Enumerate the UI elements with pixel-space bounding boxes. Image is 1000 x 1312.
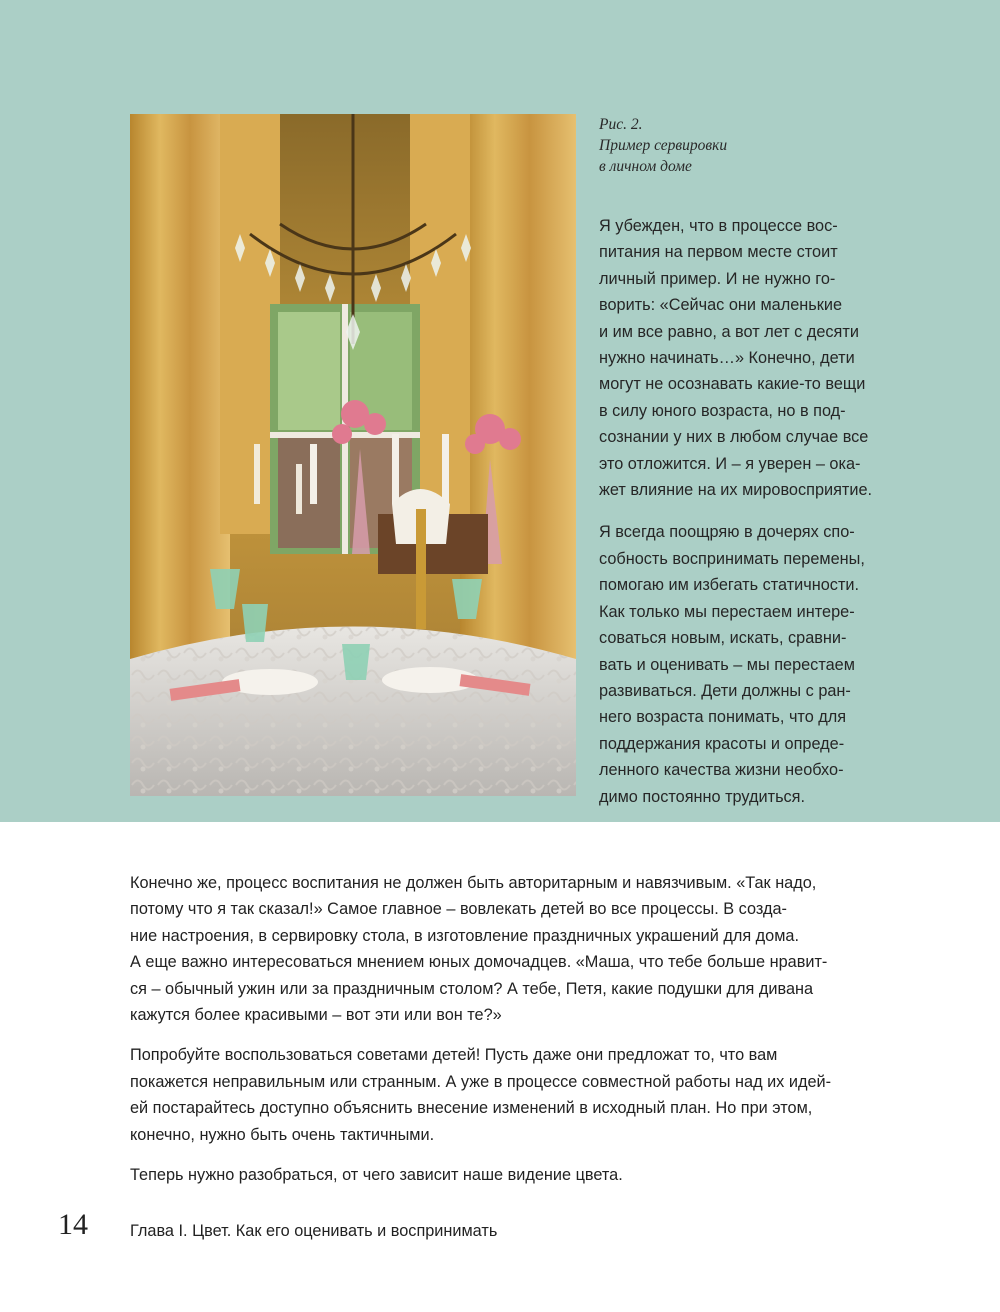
text-line: ворить: «Сейчас они маленькие <box>599 296 843 315</box>
text-line: вать и оценивать – мы перестаем <box>599 655 855 674</box>
table-setting-photo <box>130 114 576 796</box>
text-line: Как только мы перестаем интере- <box>599 602 855 621</box>
text-line: нужно начинать…» Конечно, дети <box>599 349 855 368</box>
text-line: питания на первом месте стоит <box>599 243 838 262</box>
caption-line: Рис. 2. <box>599 116 643 133</box>
side-paragraph-1 <box>599 213 899 503</box>
text-line: димо постоянно трудиться. <box>599 787 806 806</box>
running-head: Глава I. Цвет. Как его оценивать и воспринимать <box>130 1222 498 1240</box>
text-line: ся – обычный ужин или за праздничным столом? А тебе, Петя, какие подушки для дивана <box>130 979 814 998</box>
text-line: А еще важно интересоваться мнением юных домочадцев. «Маша, что тебе больше нравит- <box>130 953 828 972</box>
page-number: 14 <box>58 1208 88 1241</box>
text-line: развиваться. Дети должны с ран- <box>599 681 851 700</box>
text-line: ние настроения, в сервировку стола, в изготовление праздничных украшений для дома. <box>130 926 800 945</box>
text-line: и им все равно, а вот лет с десяти <box>599 322 859 341</box>
text-line: жет влияние на их мировосприятие. <box>599 481 873 500</box>
main-paragraph-3 <box>130 1162 890 1188</box>
text-line: него возраста понимать, что для <box>599 708 847 727</box>
text-line: могут не осознавать какие-то вещи <box>599 375 866 394</box>
figure-caption <box>599 114 819 177</box>
side-paragraph-2 <box>599 519 899 809</box>
text-line: ленного качества жизни необхо- <box>599 761 844 780</box>
text-line: Попробуйте воспользоваться советами детей! Пусть даже они предложат то, что вам <box>130 1046 778 1065</box>
text-line: помогаю им избегать статичности. <box>599 576 860 595</box>
text-line: потому что я так сказал!» Самое главное – вовлекать детей во все процессы. В созда- <box>130 900 787 919</box>
text-line: Я убежден, что в процессе вос- <box>599 217 838 235</box>
side-column-text <box>599 213 899 826</box>
text-line: кажутся более красивыми – вот эти или вон те?» <box>130 1006 502 1025</box>
main-paragraph-1 <box>130 870 890 1028</box>
text-line: ей постарайтесь доступно объяснить внесение изменений в исходный план. Но при этом, <box>130 1099 813 1118</box>
text-line: это отложится. И – я уверен – ока- <box>599 454 861 473</box>
text-line: Конечно же, процесс воспитания не должен быть авторитарным и навязчивым. «Так надо, <box>130 874 817 892</box>
text-line: в силу юного возраста, но в под- <box>599 401 846 420</box>
text-line: покажется неправильным или странным. А уже в процессе совместной работы над их идей- <box>130 1072 832 1091</box>
main-body-text <box>130 870 890 1202</box>
text-line: сознании у них в любом случае все <box>599 428 869 447</box>
caption-line: Пример сервировки <box>599 137 728 154</box>
caption-line: в личном доме <box>599 158 692 175</box>
text-line: личный пример. И не нужно го- <box>599 269 836 288</box>
text-line: Теперь нужно разобраться, от чего зависит наше видение цвета. <box>130 1166 623 1185</box>
main-paragraph-2 <box>130 1042 890 1148</box>
text-line: конечно, нужно быть очень тактичными. <box>130 1125 435 1144</box>
text-line: собность воспринимать перемены, <box>599 549 865 568</box>
text-line: Я всегда поощряю в дочерях спо- <box>599 523 855 542</box>
text-line: поддержания красоты и опреде- <box>599 734 845 753</box>
text-line: соваться новым, искать, сравни- <box>599 629 847 648</box>
